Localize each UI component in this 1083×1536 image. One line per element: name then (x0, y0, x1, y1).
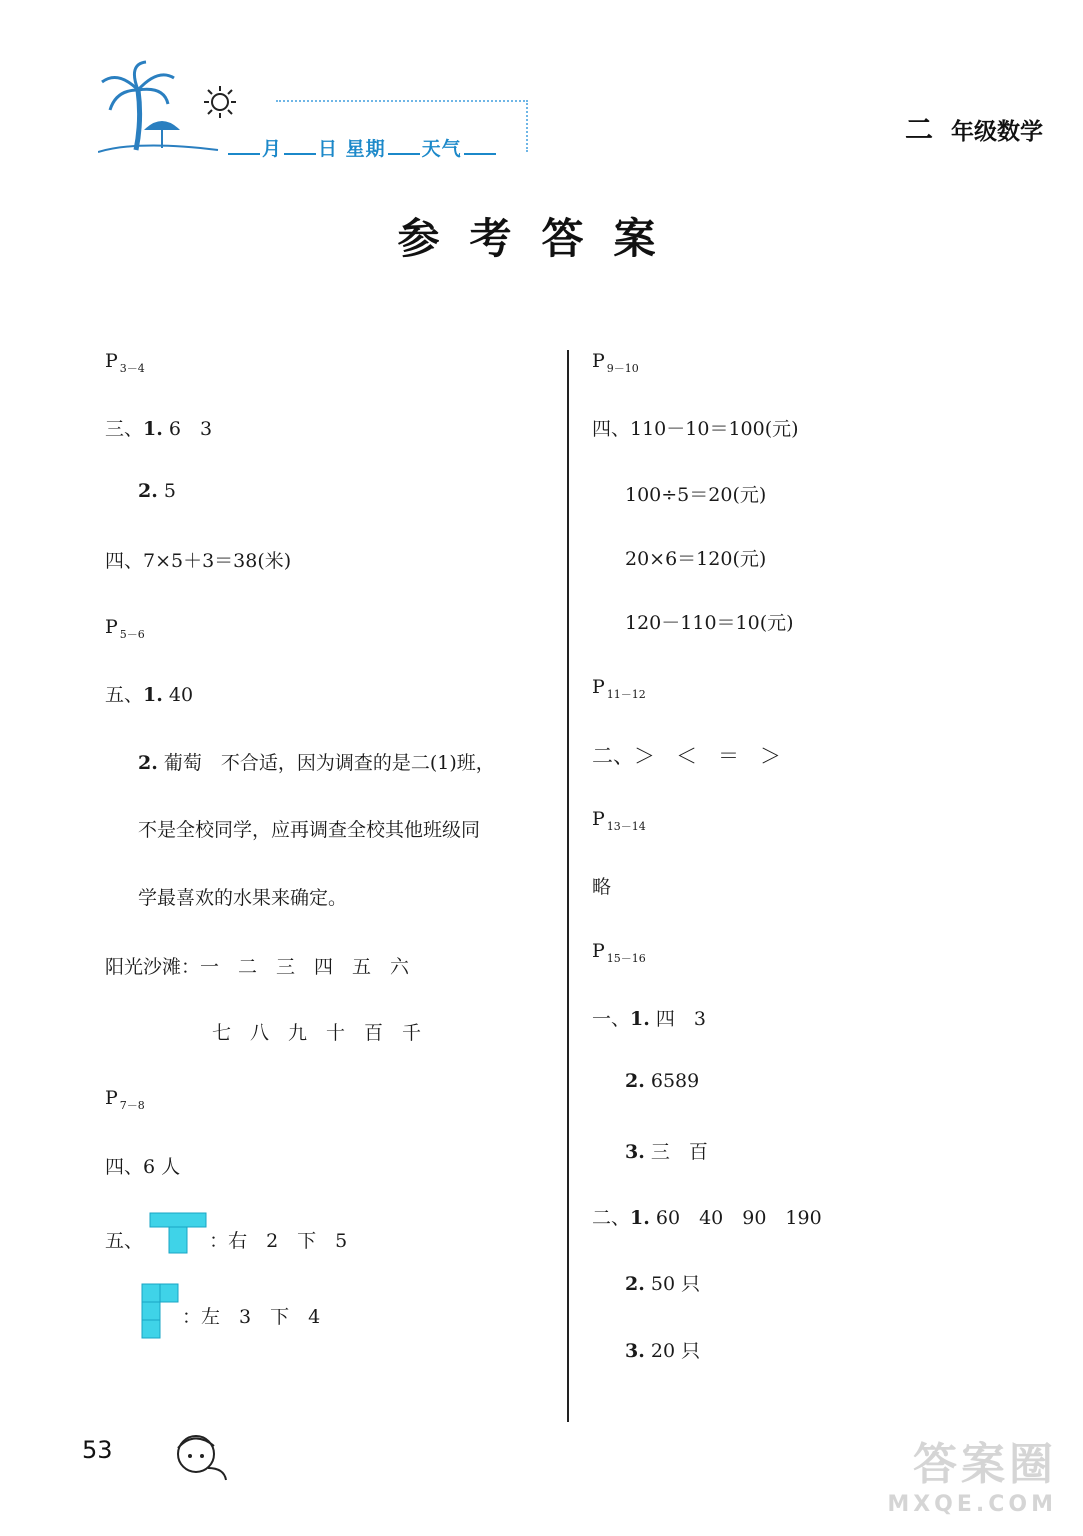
l-shape-icon (140, 1282, 180, 1340)
page-ref-3-4: P $_{3-4}$ (105, 350, 145, 375)
answer-line: 2. 50 只 (625, 1273, 701, 1295)
answer-line: 阳光沙滩：一 二 三 四 五 六 (105, 956, 410, 978)
answer-line: 五、 ：右 2 下 5 (105, 1226, 347, 1255)
answer-line: 120－110＝10(元) (625, 612, 794, 634)
sun-icon (202, 84, 238, 120)
answer-line: 20×6＝120(元) (625, 548, 767, 570)
answer-line: 略 (592, 876, 612, 898)
column-divider (567, 350, 569, 1422)
header-decoration (98, 60, 518, 160)
answer-line: 四、110－10＝100(元) (592, 418, 799, 440)
answer-line: 100÷5＝20(元) (625, 484, 767, 506)
answer-line: 学最喜欢的水果来确定。 (138, 887, 348, 909)
page-ref-7-8: P $_{7-8}$ (105, 1087, 145, 1112)
answer-line: 三、1. 6 3 (105, 418, 213, 440)
page-ref-5-6: P $_{5-6}$ (105, 616, 145, 641)
answer-line: 2. 5 (138, 480, 176, 502)
answer-line: 四、7×5＋3＝38(米) (105, 550, 292, 572)
page-title: 参考答案 (397, 214, 686, 263)
answer-line: 3. 20 只 (625, 1340, 701, 1362)
answer-line: 一、1. 四 3 (592, 1008, 706, 1030)
grade-label: 二 年级数学 (904, 113, 1043, 146)
page-ref-15-16: P $_{15-16}$ (592, 940, 646, 965)
answer-line: 二、＞ ＜ ＝ ＞ (592, 744, 781, 768)
t-shape-icon (149, 1211, 207, 1255)
answer-line: 七 八 九 十 百 千 (212, 1022, 422, 1044)
page-ref-9-10: P $_{9-10}$ (592, 350, 639, 375)
watermark: 答案圈 MXQE.COM (887, 1439, 1057, 1517)
answer-line: 不是全校同学，应再调查全校其他班级同 (138, 819, 481, 841)
page-number: 53 (82, 1436, 113, 1464)
answer-line: ：左 3 下 4 (140, 1296, 320, 1340)
answer-line: 五、1. 40 (105, 684, 194, 706)
cartoon-child-icon (168, 1428, 240, 1484)
answer-line: 四、6 人 (105, 1156, 181, 1178)
date-line: 月 日 星期 天气 (226, 134, 498, 161)
answer-line: 3. 三 百 (625, 1141, 708, 1163)
page-ref-13-14: P $_{13-14}$ (592, 808, 646, 833)
answer-line: 二、1. 60 40 90 190 (592, 1207, 822, 1229)
page-ref-11-12: P $_{11-12}$ (592, 676, 646, 701)
answer-line: 2. 葡萄 不合适，因为调查的是二(1)班， (138, 752, 495, 774)
answer-line: 2. 6589 (625, 1070, 700, 1092)
